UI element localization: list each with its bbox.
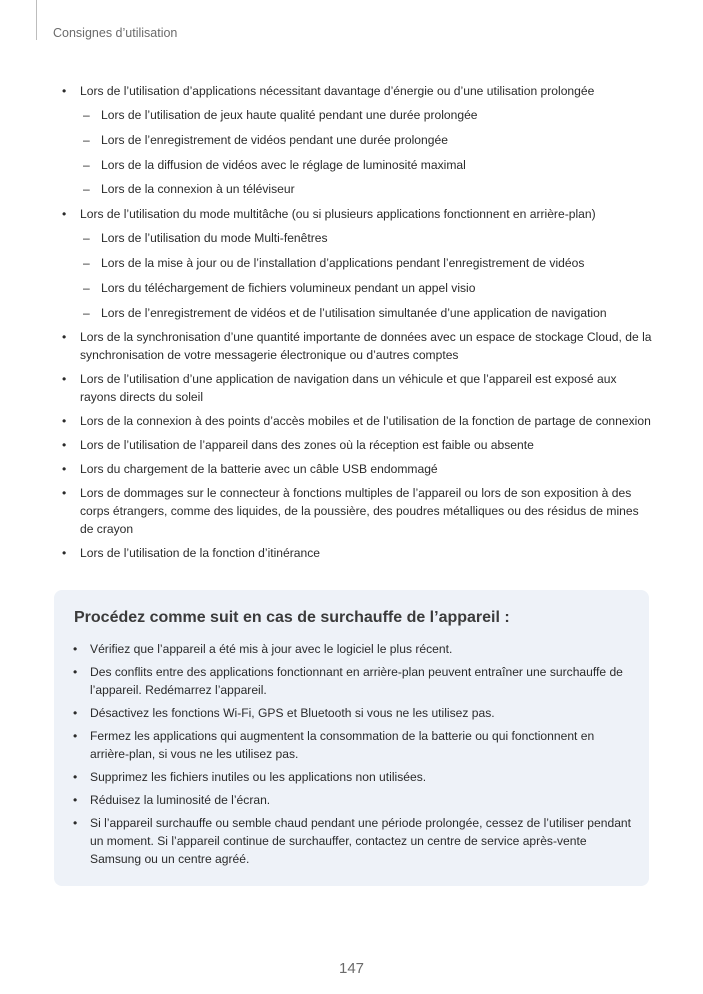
bullet-marker: • [73, 729, 78, 743]
note-item-text: Des conflits entre des applications fonctionnant en arrière-plan peuvent entraîner une surchauffe de l’appareil. Redémarrez l’appareil. [90, 665, 623, 697]
list-item-text: Lors de la connexion à des points d’accès mobiles et de l’utilisation de la fonction de partage de connexion [80, 414, 651, 429]
sub-list-item [62, 156, 652, 174]
sub-list-item [62, 180, 652, 198]
list-item [62, 82, 652, 100]
sub-list-item [62, 106, 652, 124]
list-item-text: Lors de la diffusion de vidéos avec le réglage de luminosité maximal [101, 157, 466, 172]
dash-marker: – [83, 182, 90, 197]
list-item-text: Lors de l’utilisation du mode multitâche (ou si plusieurs applications fonctionnent en arrière-plan) [80, 207, 596, 222]
dash-marker: – [83, 157, 90, 172]
bullet-marker: • [73, 770, 78, 784]
note-item [73, 727, 633, 763]
sub-list-item [62, 254, 652, 272]
header-margin-rule [36, 0, 37, 40]
list-item-text: Lors de l’utilisation de l’appareil dans des zones où la réception est faible ou absente [80, 438, 534, 453]
note-item-text: Si l’appareil surchauffe ou semble chaud pendant une période prolongée, cessez de l’utiliser pendant un moment. Si l’appareil continue de surchauffer, contactez un centre de service après-vente Samsung ou un centre agréé. [90, 816, 632, 866]
bullet-marker: • [62, 207, 67, 222]
bullet-marker: • [73, 816, 78, 830]
list-item-text: Lors de l’enregistrement de vidéos pendant une durée prolongée [101, 132, 448, 147]
dash-marker: – [83, 231, 90, 246]
list-item-text: Lors de dommages sur le connecteur à fonctions multiples de l’appareil ou lors de son exposition à des corps étrangers, comme des liquides, de la poussière, des poudres métalliques ou des résidus de mines de crayon [80, 486, 639, 537]
list-item [62, 205, 652, 223]
dash-marker: – [83, 132, 90, 147]
list-item-text: Lors de la mise à jour ou de l’installation d’applications pendant l’enregistrement de vidéos [101, 255, 585, 270]
sub-list-item [62, 229, 652, 247]
bullet-marker: • [62, 486, 67, 501]
sub-list-item [62, 304, 652, 322]
bullet-marker: • [62, 372, 67, 387]
list-item-text: Lors de la synchronisation d’une quantité importante de données avec un espace de stockage Cloud, de la synchronisation de votre messagerie électronique ou d’autres comptes [80, 330, 652, 363]
usage-conditions-list [62, 82, 652, 568]
dash-marker: – [83, 108, 90, 122]
bullet-marker: • [62, 462, 67, 477]
note-item-text: Désactivez les fonctions Wi-Fi, GPS et Bluetooth si vous ne les utilisez pas. [90, 706, 495, 720]
running-header: Consignes d’utilisation [53, 26, 178, 40]
note-item-text: Fermez les applications qui augmentent la consommation de la batterie ou qui fonctionnent en arrière-plan, si vous ne les utilisez pas. [90, 729, 595, 761]
bullet-marker: • [62, 330, 67, 345]
note-item [73, 814, 633, 868]
sub-list-item [62, 131, 652, 149]
bullet-marker: • [73, 642, 78, 656]
page-number: 147 [338, 960, 365, 977]
list-item [62, 460, 652, 478]
list-item-text: Lors de l’enregistrement de vidéos et de l’utilisation simultanée d’une application de navigation [101, 305, 607, 320]
note-item [73, 791, 633, 809]
list-item-text: Lors de l’utilisation du mode Multi-fenêtres [101, 231, 328, 246]
overheating-note-box [54, 590, 649, 886]
list-item [62, 436, 652, 454]
bullet-marker: • [73, 793, 78, 807]
list-item [62, 484, 652, 538]
sub-list-item [62, 279, 652, 297]
note-item [73, 704, 633, 722]
list-item-text: Lors de l’utilisation de jeux haute qualité pendant une durée prolongée [101, 108, 478, 122]
note-item-text: Réduisez la luminosité de l’écran. [90, 793, 271, 807]
bullet-marker: • [73, 665, 78, 679]
note-item-text: Vérifiez que l’appareil a été mis à jour avec le logiciel le plus récent. [90, 642, 453, 656]
list-item-text: Lors de la connexion à un téléviseur [101, 182, 295, 197]
list-item-text: Lors du chargement de la batterie avec un câble USB endommagé [80, 462, 438, 477]
list-item [62, 544, 652, 562]
dash-marker: – [83, 255, 90, 270]
dash-marker: – [83, 280, 90, 295]
bullet-marker: • [62, 438, 67, 453]
bullet-marker: • [73, 706, 78, 720]
note-list [73, 640, 633, 873]
list-item-text: Lors de l’utilisation d’une application de navigation dans un véhicule et que l’appareil est exposé aux rayons directs du soleil [80, 372, 617, 405]
note-item-text: Supprimez les fichiers inutiles ou les applications non utilisées. [90, 770, 427, 784]
dash-marker: – [83, 305, 90, 320]
bullet-marker: • [62, 546, 67, 561]
bullet-marker: • [62, 414, 67, 429]
list-item-text: Lors de l’utilisation d’applications nécessitant davantage d’énergie ou d’une utilisation prolongée [80, 84, 595, 98]
list-item [62, 412, 652, 430]
list-item [62, 328, 652, 364]
note-title: Procédez comme suit en cas de surchauffe de l’appareil : [74, 609, 510, 626]
list-item [62, 370, 652, 406]
bullet-marker: • [62, 84, 67, 98]
note-item [73, 663, 633, 699]
list-item-text: Lors de l’utilisation de la fonction d’itinérance [80, 546, 321, 561]
list-item-text: Lors du téléchargement de fichiers volumineux pendant un appel visio [101, 280, 476, 295]
note-item [73, 640, 633, 658]
note-item [73, 768, 633, 786]
